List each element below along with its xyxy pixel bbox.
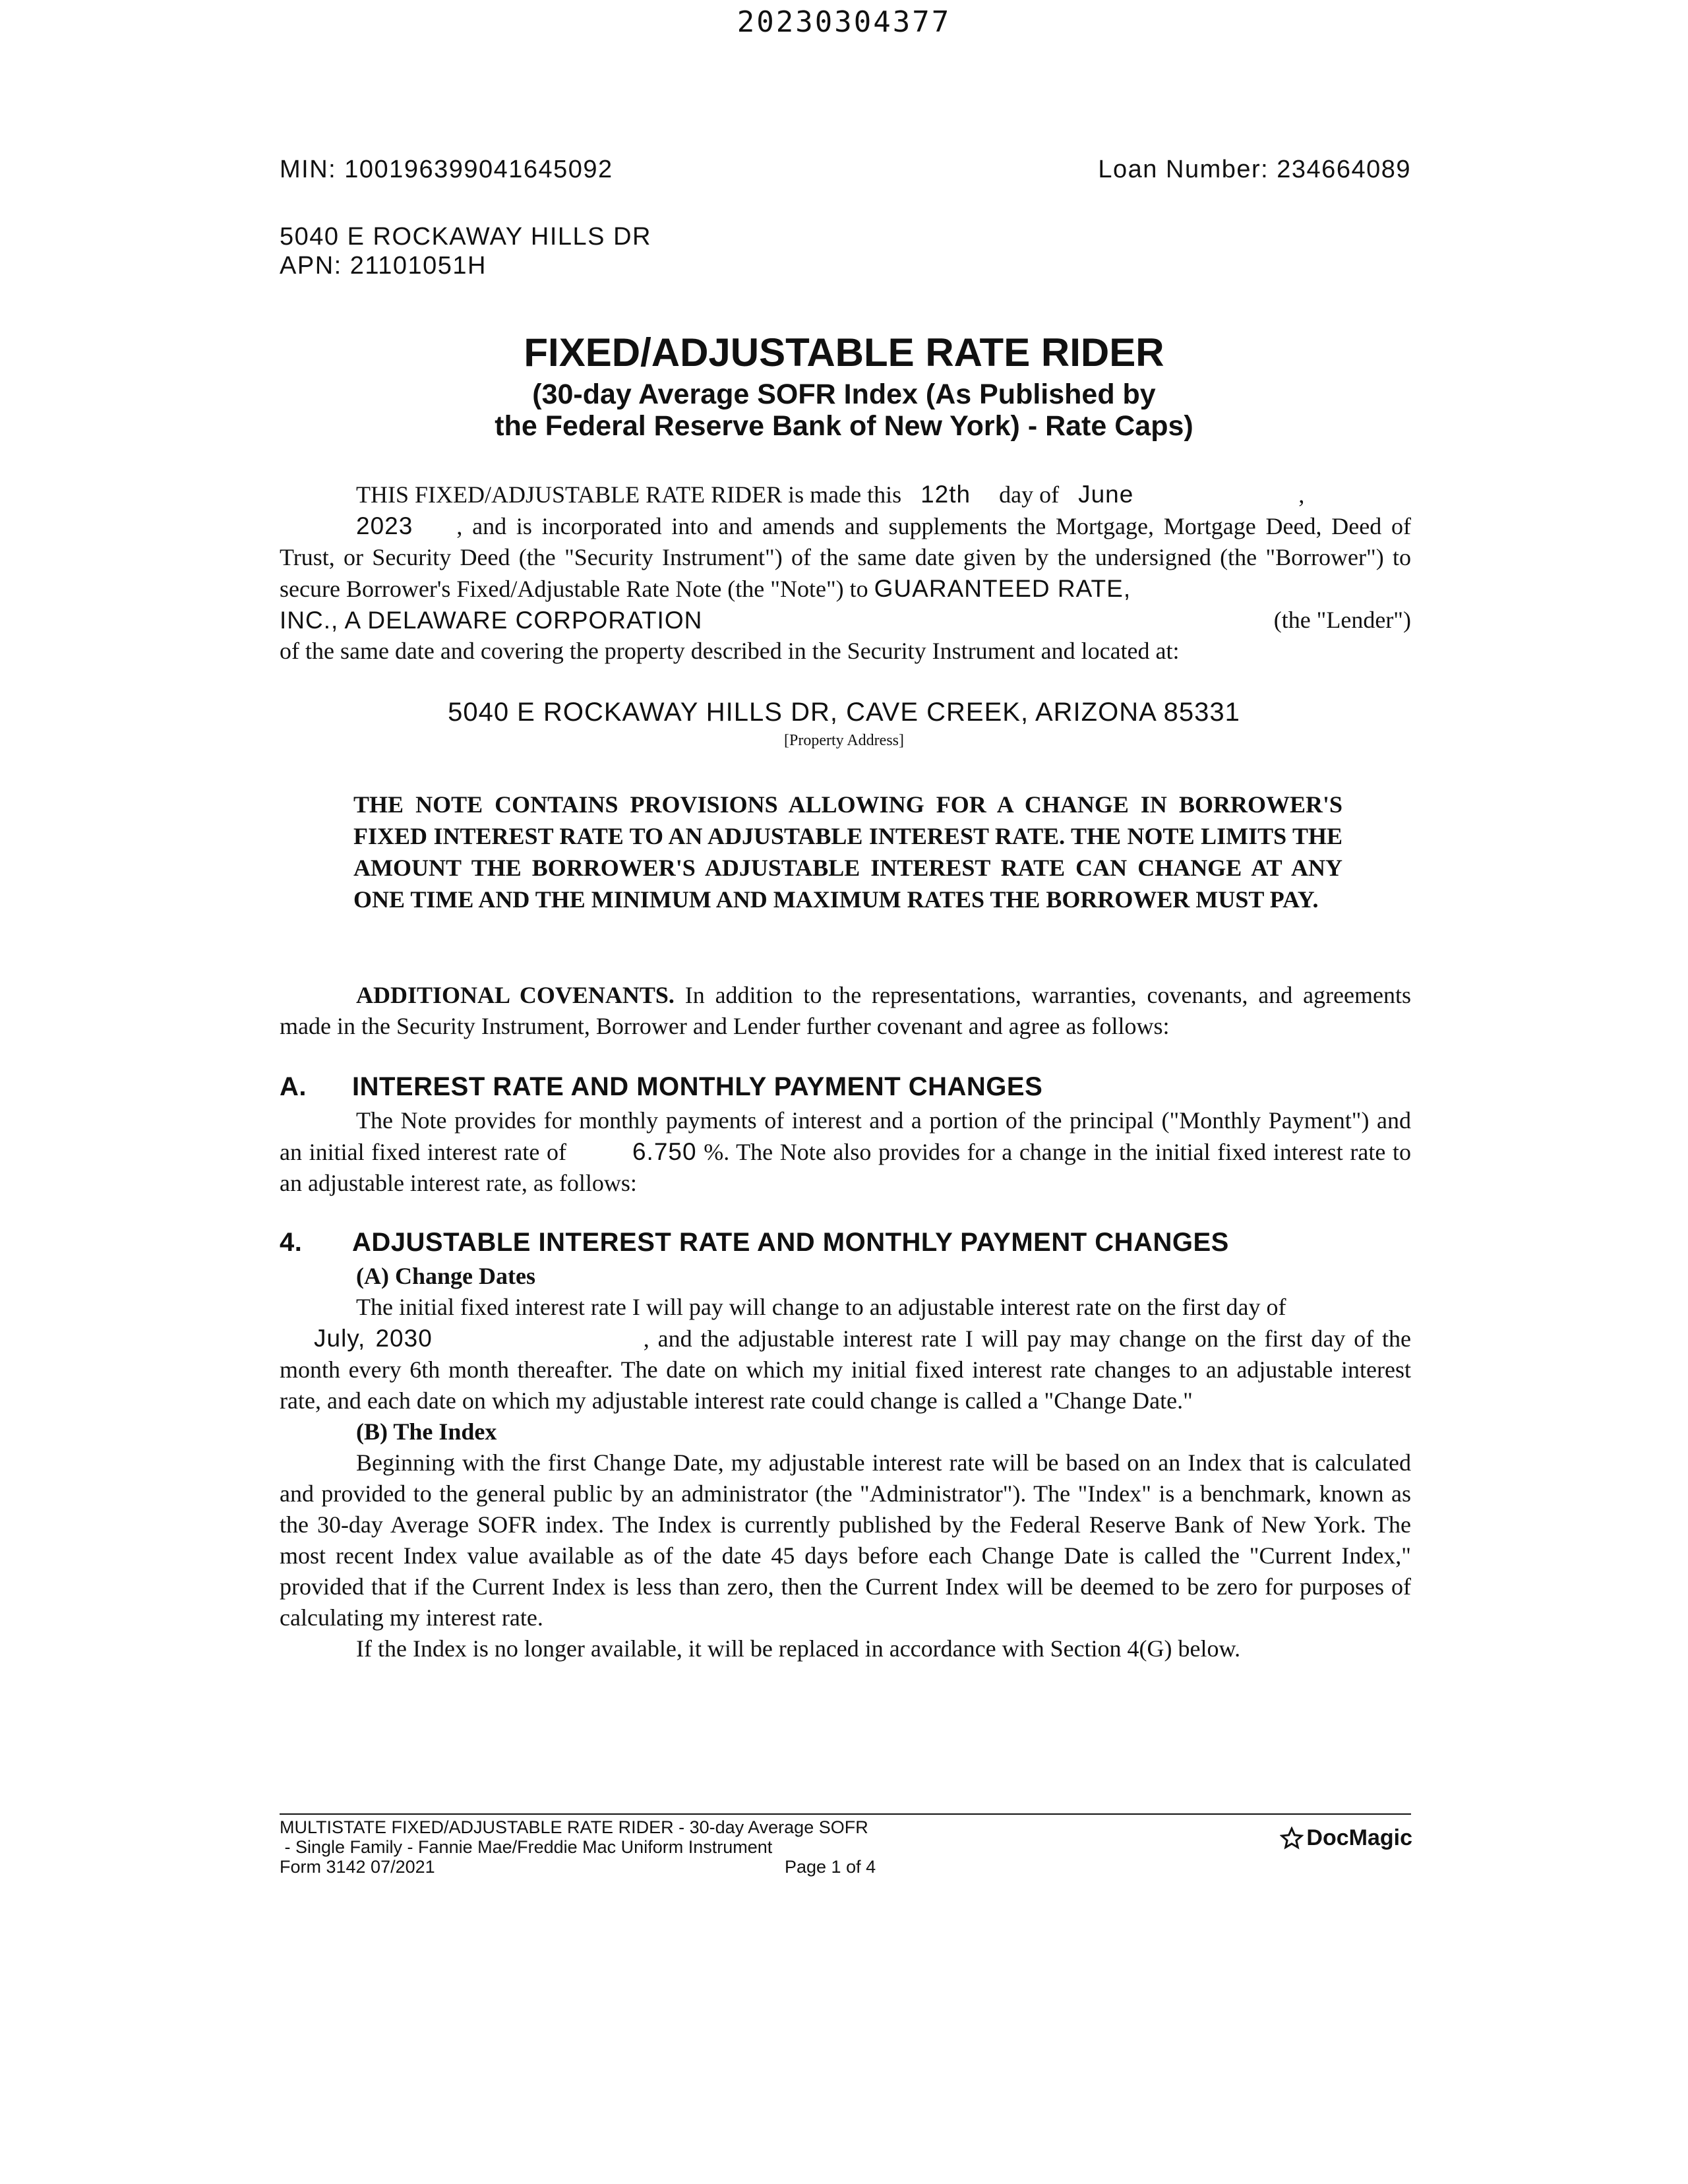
page-number: Page 1 of 4 bbox=[785, 1857, 876, 1877]
docmagic-brand: DocMagic bbox=[1306, 1825, 1412, 1850]
section-4-heading bbox=[280, 1228, 1229, 1258]
covenants-paragraph bbox=[280, 980, 1411, 1042]
footer-rule bbox=[280, 1813, 1411, 1815]
loan-label: Loan Number: bbox=[1098, 156, 1269, 183]
footer-line-2: - Single Family - Fannie Mae/Freddie Mac Uniform Instrument bbox=[280, 1837, 773, 1857]
intro-comma: , bbox=[1298, 481, 1305, 508]
section-4-title: ADJUSTABLE INTEREST RATE AND MONTHLY PAYMENT CHANGES bbox=[352, 1228, 1229, 1257]
intro-paragraph bbox=[280, 479, 1411, 667]
property-address: 5040 E ROCKAWAY HILLS DR, CAVE CREEK, ARIZONA 85331 bbox=[448, 698, 1240, 727]
section-a-title: INTEREST RATE AND MONTHLY PAYMENT CHANGES bbox=[352, 1072, 1043, 1101]
min-value: 100196399041645092 bbox=[344, 156, 613, 183]
section-a-text bbox=[280, 1105, 1411, 1199]
star-icon bbox=[1280, 1827, 1304, 1850]
property-address-label: [Property Address] bbox=[784, 732, 904, 749]
section-4-number: 4. bbox=[280, 1228, 303, 1257]
additional-covenants bbox=[280, 980, 1411, 1042]
initial-rate: 6.750 bbox=[632, 1138, 697, 1165]
min-line bbox=[280, 156, 613, 184]
section-a-text-a: The Note provides for monthly payments of interest and a portion of the principal ("Monthly Payment") and an initial fixed interest rate of bbox=[280, 1107, 1411, 1165]
section-a-number: A. bbox=[280, 1072, 307, 1101]
header-apn: APN: 21101051H bbox=[280, 252, 487, 280]
document-subtitle-1: (30-day Average SOFR Index (As Published by bbox=[532, 379, 1156, 410]
section-a-text-b: %. The Note also provides for a change in the initial fixed interest rate to an adjustable interest rate, as follows: bbox=[280, 1139, 1412, 1196]
section-a-heading bbox=[280, 1072, 1042, 1102]
intro-text-a: THIS FIXED/ADJUSTABLE RATE RIDER is made this bbox=[356, 481, 902, 508]
footer-line-1: MULTISTATE FIXED/ADJUSTABLE RATE RIDER - 30-day Average SOFR bbox=[280, 1817, 868, 1837]
change-dates-paragraph bbox=[280, 1292, 1411, 1416]
docmagic-logo bbox=[1280, 1825, 1412, 1851]
change-dates-heading: (A) Change Dates bbox=[356, 1263, 535, 1289]
lender-name-1: GUARANTEED RATE, bbox=[874, 575, 1131, 602]
loan-value: 234664089 bbox=[1277, 156, 1411, 183]
index-paragraph-2: If the Index is no longer available, it will be replaced in accordance with Section 4(G) below. bbox=[356, 1635, 1241, 1662]
intro-text-b: day of bbox=[999, 481, 1060, 508]
section-4-body bbox=[280, 1261, 1411, 1664]
covenants-text: In addition to the representations, warranties, covenants, and agreements made in the Security Instrument, Borrower and Lender further covenant and agree as follows: bbox=[280, 982, 1411, 1039]
min-label: MIN: bbox=[280, 156, 337, 183]
rider-month: June bbox=[1078, 481, 1134, 508]
index-paragraph-1: Beginning with the first Change Date, my adjustable interest rate will be based on an Index that is calculated and provided to the general public by an administrator (the "Administrator"). The "Index" is a benchmark, known as the 30-day Average SOFR index. The Index is currently published by the Federal Reserve Bank of New York. The most recent Index value available as of the date 45 days before each Change Date is called the "Current Index," provided that if the Current Index is less than zero, then the Current Index will be deemed to be zero for purposes of calculating my interest rate. bbox=[280, 1449, 1411, 1631]
change-dates-text-2: , and the adjustable interest rate I will pay may change on the first day of the month every 6th month thereafter. The date on which my initial fixed interest rate changes to an adjustable interest rate, and each date on which my adjustable interest rate could change is called a "Change Date." bbox=[280, 1325, 1412, 1414]
intro-text-c: , and is incorporated into and amends and supplements the Mortgage, Mortgage Deed, Deed of Trust, or Security Deed (the "Security Instrument") of the same date given by the undersigned (the "Borrower") to secure Borrower's Fixed/Adjustable Rate Note (the "Note") to bbox=[280, 513, 1411, 602]
covenants-lead: ADDITIONAL COVENANTS. bbox=[356, 982, 675, 1008]
document-title: FIXED/ADJUSTABLE RATE RIDER bbox=[524, 330, 1164, 375]
rate-change-notice: THE NOTE CONTAINS PROVISIONS ALLOWING FOR A CHANGE IN BORROWER'S FIXED INTEREST RATE TO AN ADJUSTABLE INTEREST RATE. THE NOTE LIMITS THE AMOUNT THE BORROWER'S ADJUSTABLE INTEREST RATE CAN CHANGE AT ANY ONE TIME AND THE MINIMUM AND MAXIMUM RATES THE BORROWER MUST PAY. bbox=[353, 791, 1342, 913]
intro-text-d: of the same date and covering the property described in the Security Instrument and located at: bbox=[280, 638, 1180, 664]
header-address: 5040 E ROCKAWAY HILLS DR bbox=[280, 223, 651, 251]
loan-number-line bbox=[1098, 156, 1411, 184]
lender-label: (the "Lender") bbox=[1273, 607, 1411, 633]
rider-year: 2023 bbox=[356, 512, 413, 539]
lender-line bbox=[280, 605, 1411, 636]
document-subtitle-2: the Federal Reserve Bank of New York) - Rate Caps) bbox=[495, 410, 1193, 442]
intro-text bbox=[280, 479, 1411, 605]
change-dates-text-1: The initial fixed interest rate I will pay will change to an adjustable interest rate on the first day of bbox=[356, 1294, 1286, 1320]
footer-form-info bbox=[280, 1817, 868, 1877]
lender-name-2: INC., A DELAWARE CORPORATION bbox=[280, 607, 703, 634]
index-heading: (B) The Index bbox=[356, 1418, 497, 1445]
footer-line-3: Form 3142 07/2021 bbox=[280, 1857, 435, 1877]
rider-day: 12th bbox=[920, 481, 971, 508]
section-a-paragraph bbox=[280, 1105, 1411, 1199]
document-number: 20230304377 bbox=[737, 5, 951, 39]
first-change-date: July, 2030 bbox=[314, 1325, 433, 1352]
